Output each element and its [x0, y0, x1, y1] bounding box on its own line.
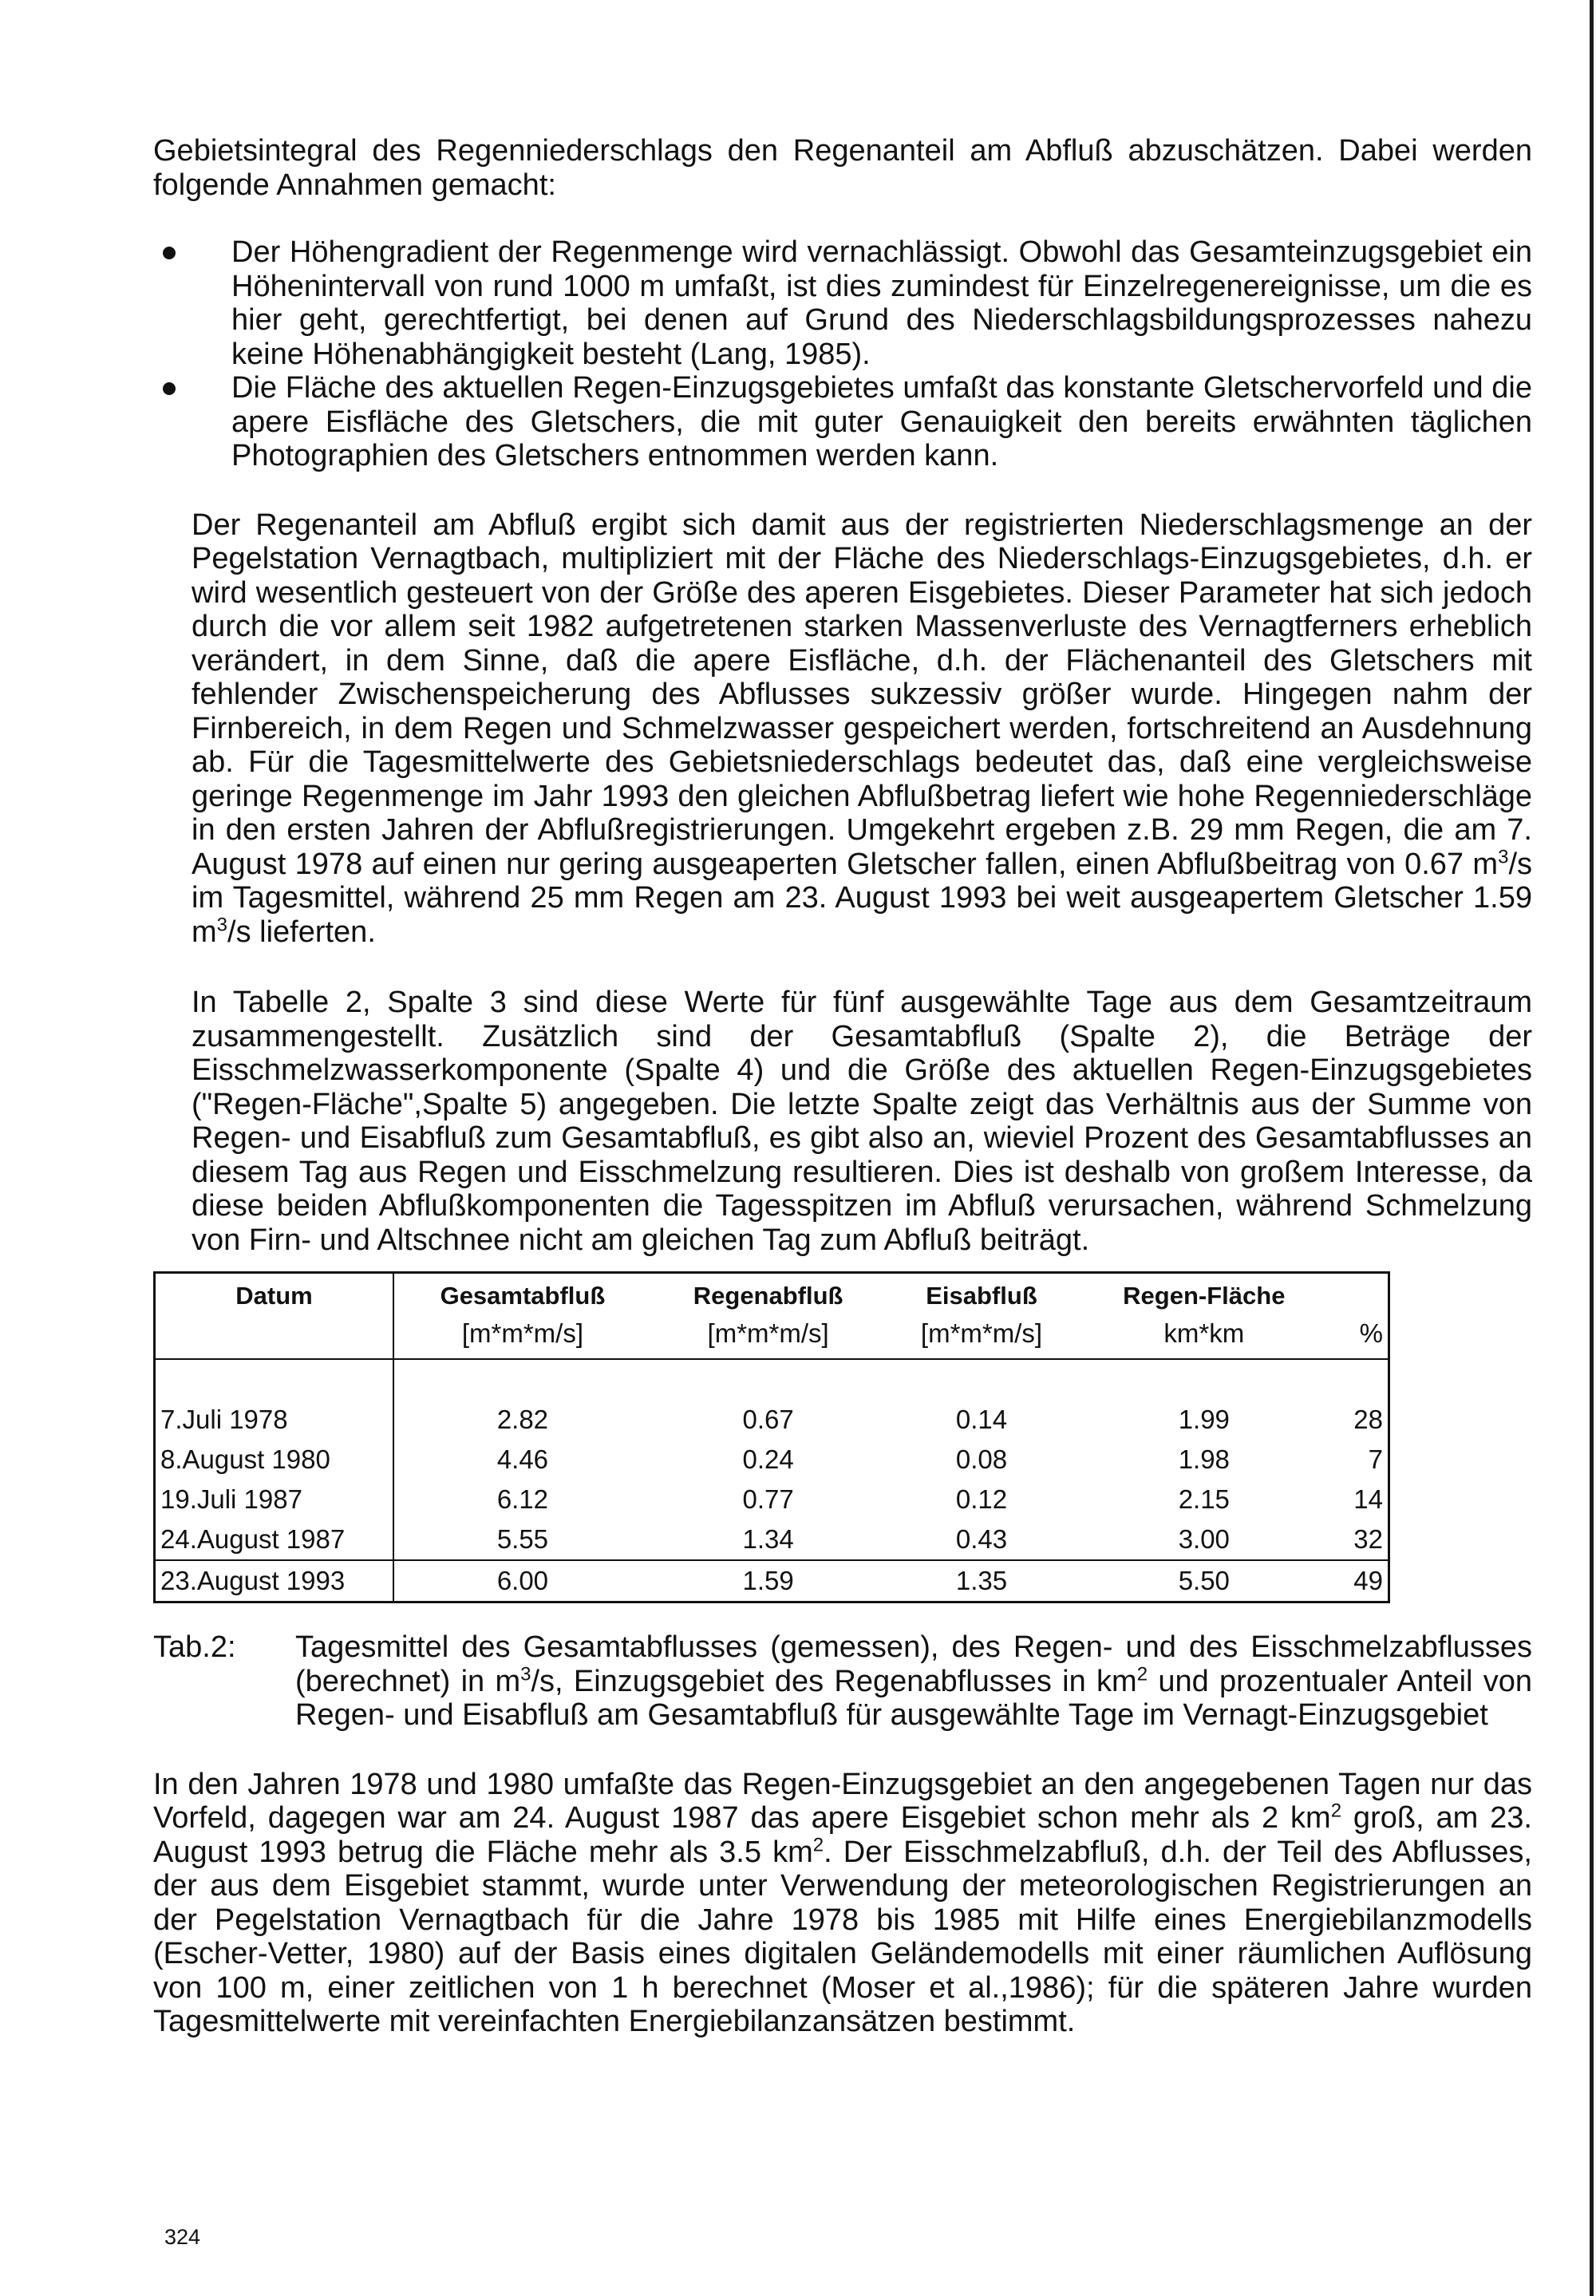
value-cell: 5.55: [496, 1524, 549, 1554]
unit-cell: [155, 1314, 394, 1359]
superscript: 2: [812, 1833, 824, 1855]
value-cell: 0.77: [742, 1484, 794, 1514]
superscript: 3: [1498, 845, 1509, 867]
superscript: 2: [1330, 1800, 1342, 1822]
bullet-icon: [163, 382, 176, 395]
table-spacer: [155, 1359, 1389, 1400]
text-run: /s im Tagesmittel, während 25 mm Regen am 23. August 1993 bei weit ausgeapertem Gletscher 1.59 m: [192, 847, 1532, 949]
text-run: /s lieferten.: [227, 915, 376, 949]
date-cell: 8.August 1980: [155, 1440, 394, 1480]
paragraph-rain-share: [153, 508, 1532, 950]
value-cell: 6.12: [496, 1484, 549, 1514]
date-cell: 23.August 1993: [155, 1560, 394, 1602]
value-cell: 4.46: [496, 1444, 549, 1474]
value-cell: 1.99: [1178, 1405, 1230, 1434]
superscript: 3: [216, 913, 228, 935]
superscript: 2: [1136, 1662, 1148, 1685]
table-row: [155, 1519, 1389, 1560]
caption-label: Tab.2:: [153, 1630, 236, 1664]
value-cell: 0.67: [742, 1405, 794, 1434]
paragraph-catchment: [153, 1768, 1532, 2039]
value-cell: 2.15: [1178, 1484, 1230, 1514]
intro-paragraph: Gebietsintegral des Regenniederschlags den Regenanteil am Abfluß abzuschätzen. Dabei werden folgende Annahmen gemacht:: [153, 134, 1532, 202]
value-cell: 1.35: [885, 1560, 1077, 1602]
caption-text: [295, 1630, 1532, 1733]
bullet-text: Der Höhengradient der Regenmenge wird vernachlässigt. Obwohl das Gesamteinzugsgebiet ein Höhenintervall von rund 1000 m umfaßt, ist dies zumindest für Einzelregenereignisse, um die es hier geht, gerechtfertigt, bei denen auf Grund des Niederschlagsbildungsprozesses nahezu keine Höhenabhängigkeit besteht (Lang, 1985).: [231, 235, 1532, 371]
table-row: [155, 1480, 1389, 1519]
text-run: Tagesmittel des Gesamtabflusses (gemessen), des Regen- und des Eisschmelzabflusses (berechnet) in m: [295, 1630, 1532, 1698]
list-item: [153, 235, 1532, 371]
value-cell: 14: [1353, 1484, 1383, 1514]
bullet-icon: [163, 247, 176, 259]
header-cell: Datum: [155, 1273, 394, 1314]
value-cell: 0.24: [742, 1444, 794, 1474]
page-edge-line: [1590, 0, 1594, 2296]
unit-cell: [m*m*m/s]: [885, 1314, 1077, 1359]
value-cell: 1.59: [651, 1560, 886, 1602]
table-row: [155, 1440, 1389, 1480]
value-cell: 3.00: [1178, 1524, 1230, 1554]
value-cell: 1.98: [1178, 1444, 1230, 1474]
value-cell: 0.08: [955, 1444, 1008, 1474]
text-run: In den Jahren 1978 und 1980 umfaßte das Regen-Einzugsgebiet an den angegebenen Tagen nur das Vorfeld, dagegen war am 24. August 1987 das apere Eisgebiet schon mehr als 2 km: [153, 1767, 1532, 1835]
value-cell: 0.12: [955, 1484, 1008, 1514]
page-content: [153, 134, 1532, 2039]
date-cell: 24.August 1987: [155, 1519, 394, 1560]
paragraph-table-intro: In Tabelle 2, Spalte 3 sind diese Werte für fünf ausgewählte Tage aus dem Gesamtzeitraum zusammengestellt. Zusätzlich sind der Gesamtabfluß (Spalte 2), die Beträge der Eisschmelzwasserkomponente (Spalte 4) und die Größe des aktuellen Regen-Einzugsgebietes ("Regen-Fläche",Spalte 5) angegeben. Die letzte Spalte zeigt das Verhältnis aus der Summe von Regen- und Eisabfluß zum Gesamtabfluß, es gibt also an, wieviel Prozent des Gesamtabflusses an diesem Tag aus Regen und Eisschmelzung resultieren. Dies ist deshalb von großem Interesse, da diese beiden Abflußkomponenten die Tagesspitzen im Abfluß verursachen, während Schmelzung von Firn- und Altschnee nicht am gleichen Tag zum Abfluß beiträgt.: [192, 986, 1532, 1257]
text-run: /s, Einzugsgebiet des Regenabflusses in km: [531, 1664, 1137, 1698]
table-units-row: [155, 1314, 1389, 1359]
value-cell: 7: [1368, 1444, 1383, 1474]
header-cell: Regenabfluß: [693, 1282, 843, 1310]
text-run: . Der Eisschmelzabfluß, d.h. der Teil des Abflusses, der aus dem Eisgebiet stammt, wurde unter Verwendung der meteorologischen Registrierungen an der Pegelstation Vernagtbach für die Jahre 1978 bis 1985 mit Hilfe eines Energiebilanzmodells (Escher-Vetter, 1980) auf der Basis eines digitalen Geländemodells mit einer räumlichen Auflösung von 100 m, einer zeitlichen von 1 h berechnet (Moser et al.,1986); für die späteren Jahre wurden Tagesmittelwerte mit vereinfachten Energiebilanzansätzen bestimmt.: [153, 1835, 1532, 2038]
assumption-list: [153, 235, 1532, 473]
value-cell: 2.82: [496, 1405, 549, 1434]
table-caption: [153, 1630, 1532, 1733]
header-cell: Regen-Fläche: [1123, 1282, 1286, 1310]
date-cell: 19.Juli 1987: [155, 1480, 394, 1519]
value-cell: 6.00: [393, 1560, 651, 1602]
list-item: [153, 371, 1532, 473]
text-run: und prozentualer Anteil von Regen- und Eisabfluß am Gesamtabfluß für ausgewählte Tage im Vernagt-Einzugsgebiet: [295, 1664, 1533, 1732]
table-row: [155, 1560, 1389, 1602]
text-run: groß, am 23. August 1993 betrug die Fläche mehr als 3.5 km: [153, 1801, 1532, 1869]
value-cell: 49: [1330, 1560, 1389, 1602]
header-cell: Gesamtabfluß: [440, 1282, 606, 1310]
header-cell: Eisabfluß: [926, 1282, 1037, 1310]
value-cell: 28: [1353, 1405, 1383, 1434]
discharge-table: [153, 1271, 1390, 1603]
value-cell: 5.50: [1078, 1560, 1330, 1602]
bullet-text: Die Fläche des aktuellen Regen-Einzugsgebietes umfaßt das konstante Gletschervorfeld und die apere Eisfläche des Gletschers, die mit guter Genauigkeit den bereits erwähnten täglichen Photographien des Gletschers entnommen werden kann.: [231, 371, 1532, 472]
table-row: [155, 1400, 1389, 1440]
unit-cell: [m*m*m/s]: [651, 1314, 886, 1359]
unit-cell: km*km: [1078, 1314, 1330, 1359]
table-header-row: [155, 1273, 1389, 1314]
unit-cell: [m*m*m/s]: [393, 1314, 651, 1359]
page-number: 324: [164, 2225, 201, 2249]
value-cell: 32: [1353, 1524, 1383, 1554]
value-cell: 0.14: [955, 1405, 1008, 1434]
text-run: Der Regenanteil am Abfluß ergibt sich damit aus der registrierten Niederschlagsmenge an der Pegelstation Vernagtbach, multipliziert mit der Fläche des Niederschlags-Einzugsgebietes, d.h. er wird wesentlich gesteuert von der Größe des aperen Eisgebietes. Dieser Parameter hat sich jedoch durch die vor allem seit 1982 aufgetretenen starken Massenverluste des Vernagtferners erheblich verändert, in dem Sinne, daß die apere Eisfläche, d.h. der Flächenanteil des Gletschers mit fehlender Zwischenspeicherung des Abflusses sukzessiv größer wurde. Hingegen nahm der Firnbereich, in dem Regen und Schmelzwasser gespeichert werden, fortschreitend an Ausdehnung ab. Für die Tagesmittelwerte des Gebietsniederschlags bedeutet das, daß eine vergleichsweise geringe Regenmenge im Jahr 1993 den gleichen Abflußbetrag liefert wie hohe Regenniederschläge in den ersten Jahren der Abflußregistrierungen. Umgekehrt ergeben z.B. 29 mm Regen, die am 7. August 1978 auf einen nur gering ausgeaperten Gletscher fallen, einen Abflußbeitrag von 0.67 m: [192, 508, 1532, 881]
superscript: 3: [520, 1662, 531, 1685]
unit-cell: %: [1330, 1314, 1389, 1359]
value-cell: 1.34: [742, 1524, 794, 1554]
header-cell: [1330, 1273, 1389, 1314]
value-cell: 0.43: [955, 1524, 1008, 1554]
date-cell: 7.Juli 1978: [155, 1400, 394, 1440]
